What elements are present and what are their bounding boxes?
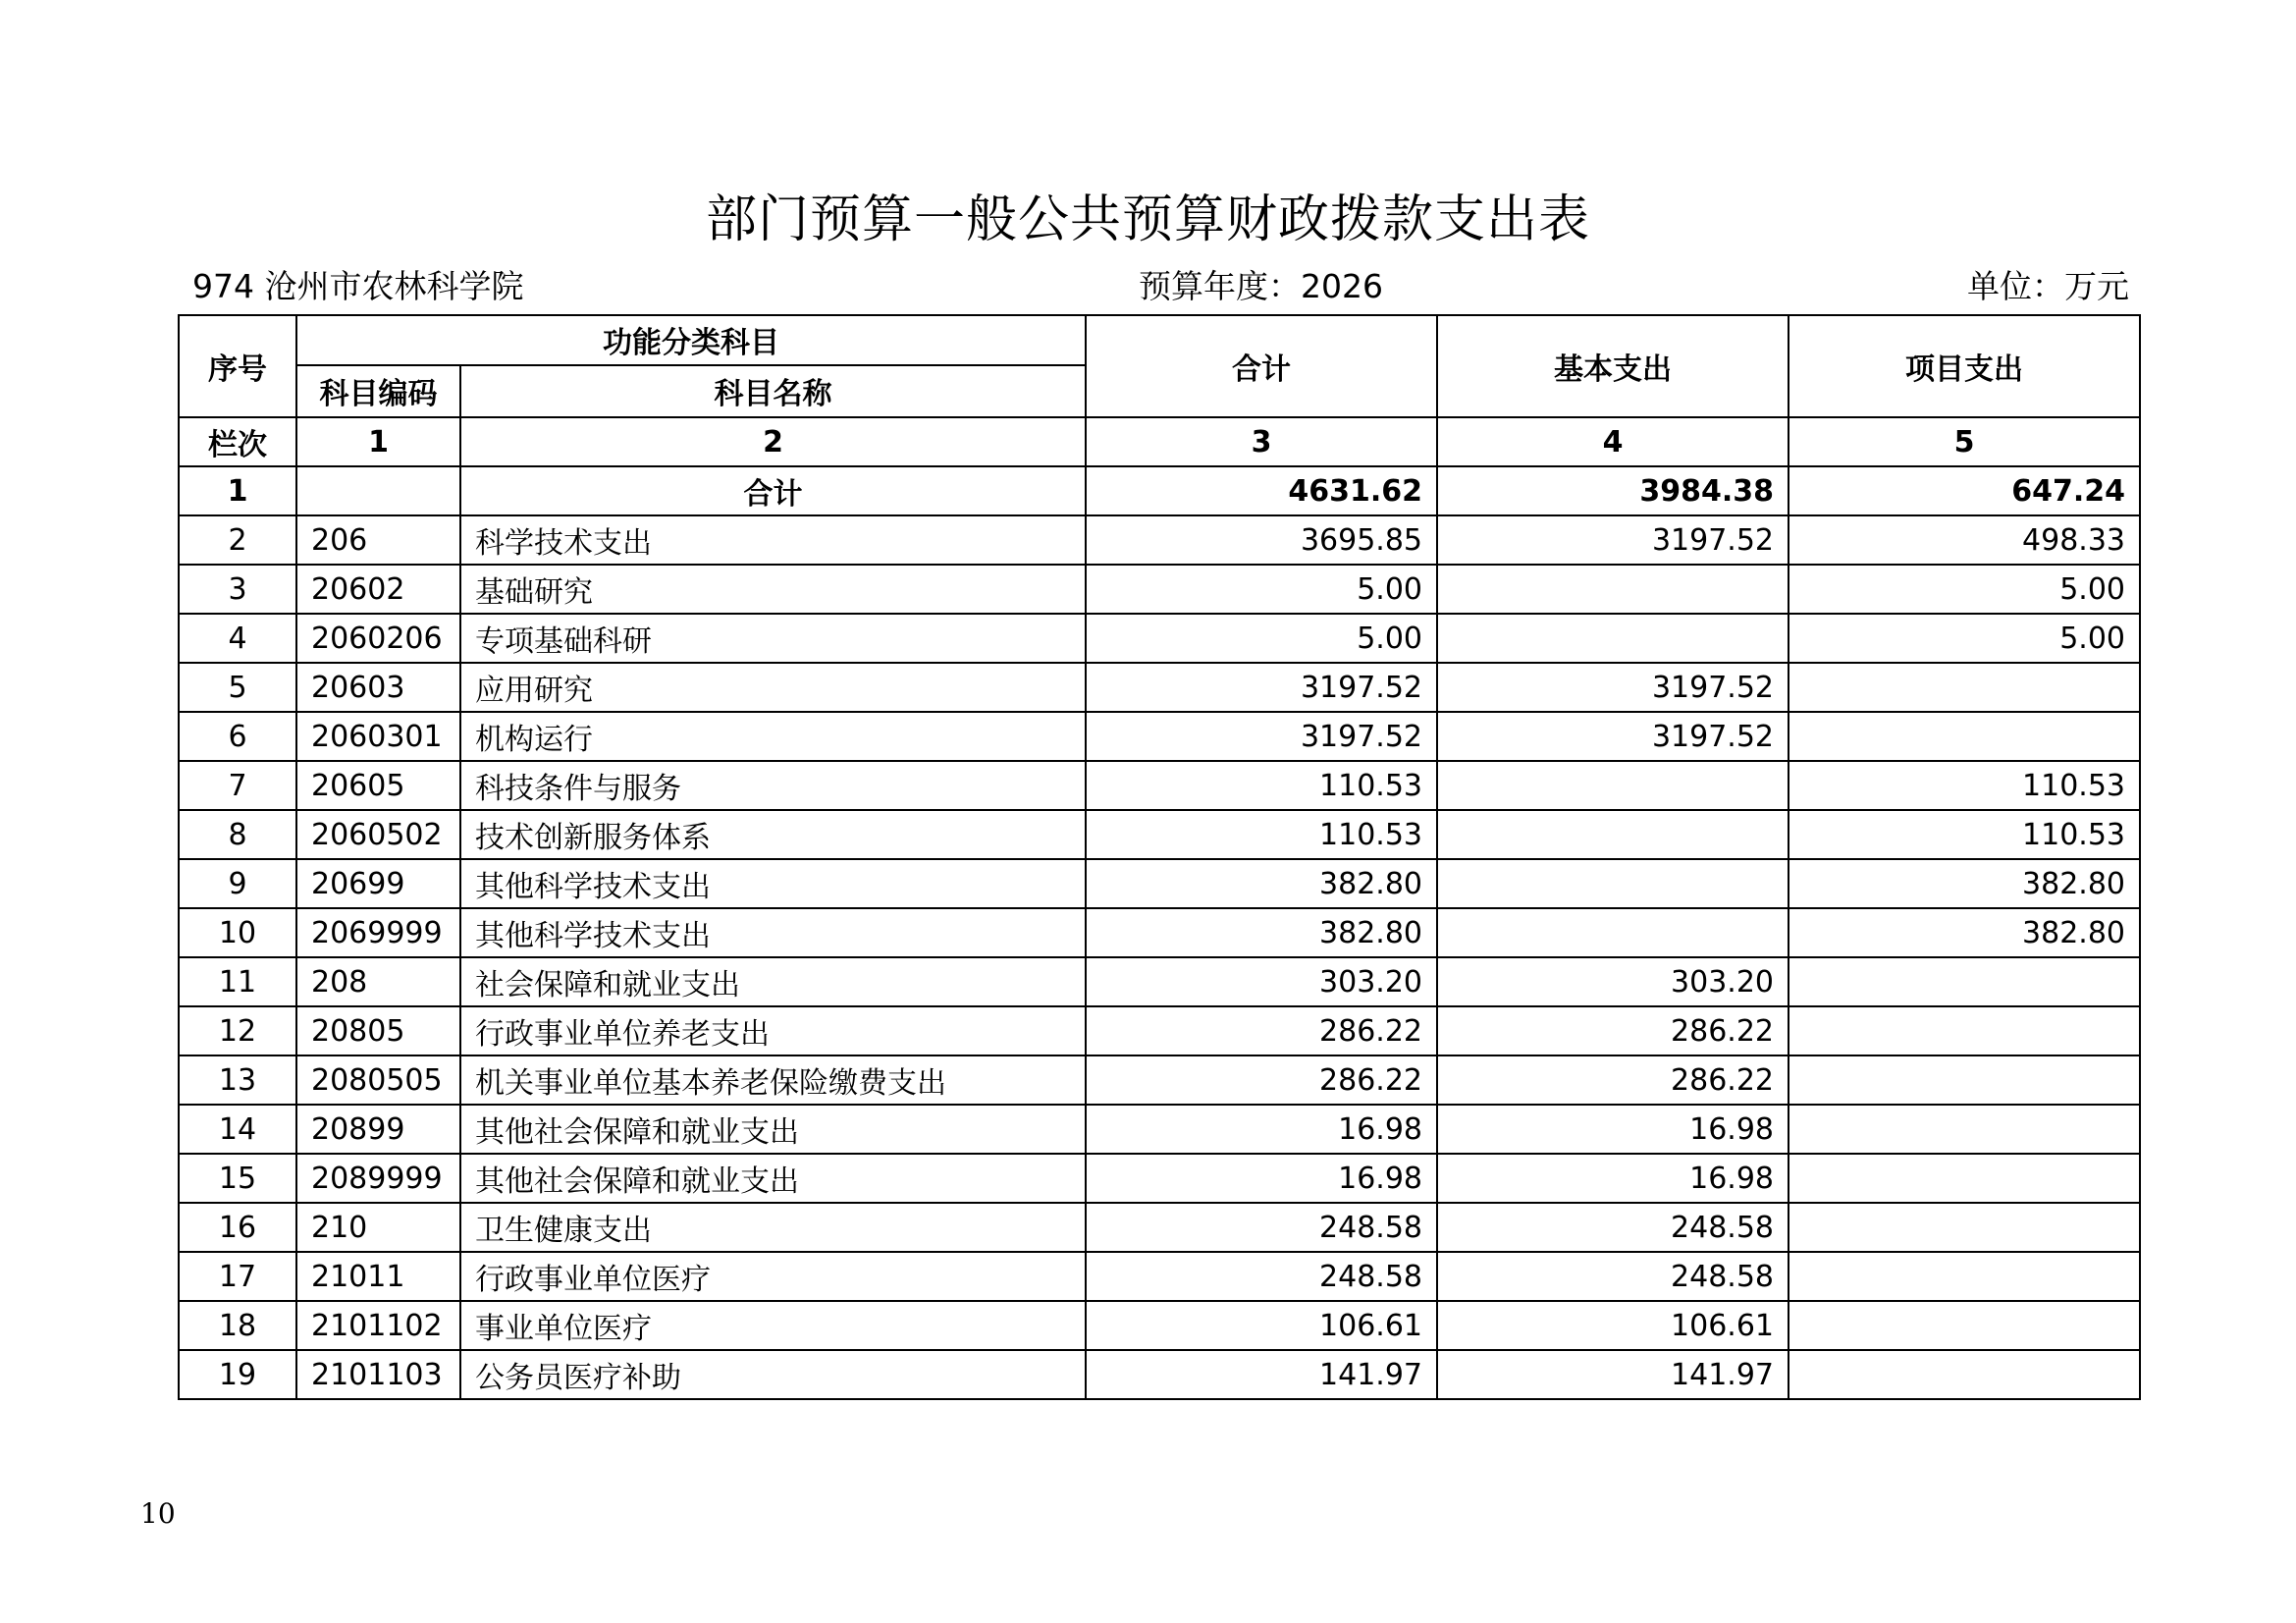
- cell-name: 其他科学技术支出: [460, 859, 1086, 908]
- header-name: 科目名称: [460, 365, 1086, 417]
- cell-code: 21011: [296, 1252, 460, 1301]
- cell-seq: 3: [179, 565, 296, 614]
- cell-code: 2060301: [296, 712, 460, 761]
- cell-project: 110.53: [1789, 810, 2140, 859]
- cell-name: 公务员医疗补助: [460, 1350, 1086, 1399]
- budget-table: [178, 314, 2141, 1400]
- cell-code: 208: [296, 957, 460, 1006]
- cell-total: 110.53: [1086, 761, 1437, 810]
- cell-seq: 2: [179, 515, 296, 565]
- cell-basic: 286.22: [1437, 1006, 1789, 1055]
- cell-total: 16.98: [1086, 1105, 1437, 1154]
- table-row: [179, 1154, 2140, 1203]
- unit-label: 单位：万元: [1967, 267, 2129, 305]
- cell-code: 20699: [296, 859, 460, 908]
- page-title: 部门预算一般公共预算财政拨款支出表: [705, 190, 1590, 249]
- cell-code: 206: [296, 515, 460, 565]
- table-row: [179, 712, 2140, 761]
- cell-name: 其他社会保障和就业支出: [460, 1105, 1086, 1154]
- cell-project: [1789, 1203, 2140, 1252]
- cell-basic: 286.22: [1437, 1055, 1789, 1105]
- table-row: [179, 810, 2140, 859]
- cell-total: 16.98: [1086, 1154, 1437, 1203]
- table-row: [179, 565, 2140, 614]
- cell-total: 5.00: [1086, 565, 1437, 614]
- cell-seq: 5: [179, 663, 296, 712]
- cell-project: 382.80: [1789, 908, 2140, 957]
- cell-basic: 248.58: [1437, 1203, 1789, 1252]
- cell-basic: 303.20: [1437, 957, 1789, 1006]
- cell-basic: 3197.52: [1437, 712, 1789, 761]
- cell-seq: 1: [179, 466, 296, 515]
- header-seq: 序号: [179, 315, 296, 417]
- cell-seq: 12: [179, 1006, 296, 1055]
- cell-code: 2101103: [296, 1350, 460, 1399]
- organization-label: 974 沧州市农林科学院: [192, 267, 524, 305]
- header-total: 合计: [1086, 315, 1437, 417]
- cell-code: 2080505: [296, 1055, 460, 1105]
- table-row: [179, 1055, 2140, 1105]
- cell-basic: [1437, 565, 1789, 614]
- cell-total: 5.00: [1086, 614, 1437, 663]
- budget-year-label: 预算年度：2026: [1139, 267, 1383, 305]
- cell-seq: 16: [179, 1203, 296, 1252]
- cell-code: 20605: [296, 761, 460, 810]
- header-code: 科目编码: [296, 365, 460, 417]
- table-row: [179, 957, 2140, 1006]
- header-func-group: 功能分类科目: [296, 315, 1086, 365]
- table-row-total: [179, 466, 2140, 515]
- cell-basic: 16.98: [1437, 1105, 1789, 1154]
- cell-code: 2089999: [296, 1154, 460, 1203]
- cell-seq: 14: [179, 1105, 296, 1154]
- cell-basic: [1437, 614, 1789, 663]
- cell-project: 5.00: [1789, 565, 2140, 614]
- cell-total: 3197.52: [1086, 712, 1437, 761]
- cell-basic: [1437, 908, 1789, 957]
- cell-total: 303.20: [1086, 957, 1437, 1006]
- cell-name: 技术创新服务体系: [460, 810, 1086, 859]
- cell-name: 社会保障和就业支出: [460, 957, 1086, 1006]
- header-row: [179, 315, 2140, 365]
- cell-seq: 18: [179, 1301, 296, 1350]
- colnum-2: 2: [460, 417, 1086, 466]
- cell-basic: 248.58: [1437, 1252, 1789, 1301]
- cell-total: 286.22: [1086, 1006, 1437, 1055]
- cell-basic: [1437, 761, 1789, 810]
- table-row: [179, 614, 2140, 663]
- cell-total: 4631.62: [1086, 466, 1437, 515]
- cell-basic: 16.98: [1437, 1154, 1789, 1203]
- cell-project: [1789, 1301, 2140, 1350]
- cell-total: 248.58: [1086, 1252, 1437, 1301]
- page-number: 10: [140, 1497, 176, 1530]
- cell-code: 2060502: [296, 810, 460, 859]
- cell-project: [1789, 1350, 2140, 1399]
- table-row: [179, 1350, 2140, 1399]
- cell-project: 647.24: [1789, 466, 2140, 515]
- colnum-3: 3: [1086, 417, 1437, 466]
- cell-project: [1789, 1055, 2140, 1105]
- cell-name: 其他社会保障和就业支出: [460, 1154, 1086, 1203]
- cell-name: 行政事业单位医疗: [460, 1252, 1086, 1301]
- cell-project: [1789, 1006, 2140, 1055]
- cell-name: 卫生健康支出: [460, 1203, 1086, 1252]
- cell-name: 科技条件与服务: [460, 761, 1086, 810]
- cell-project: [1789, 957, 2140, 1006]
- cell-seq: 15: [179, 1154, 296, 1203]
- cell-name: 机关事业单位基本养老保险缴费支出: [460, 1055, 1086, 1105]
- cell-project: 110.53: [1789, 761, 2140, 810]
- colnum-label: 栏次: [179, 417, 296, 466]
- table-row: [179, 1203, 2140, 1252]
- cell-code: 2101102: [296, 1301, 460, 1350]
- header-project: 项目支出: [1789, 315, 2140, 417]
- cell-seq: 17: [179, 1252, 296, 1301]
- table-row: [179, 908, 2140, 957]
- cell-code: [296, 466, 460, 515]
- colnum-1: 1: [296, 417, 460, 466]
- cell-project: [1789, 1105, 2140, 1154]
- cell-code: 210: [296, 1203, 460, 1252]
- cell-project: [1789, 1252, 2140, 1301]
- cell-basic: 3984.38: [1437, 466, 1789, 515]
- table-row: [179, 1006, 2140, 1055]
- cell-total: 110.53: [1086, 810, 1437, 859]
- table-row: [179, 515, 2140, 565]
- cell-name: 机构运行: [460, 712, 1086, 761]
- cell-total: 106.61: [1086, 1301, 1437, 1350]
- table-row: [179, 663, 2140, 712]
- cell-name: 专项基础科研: [460, 614, 1086, 663]
- cell-project: 382.80: [1789, 859, 2140, 908]
- cell-code: 2069999: [296, 908, 460, 957]
- cell-total: 3197.52: [1086, 663, 1437, 712]
- table-row: [179, 1105, 2140, 1154]
- cell-seq: 4: [179, 614, 296, 663]
- cell-name: 应用研究: [460, 663, 1086, 712]
- cell-seq: 9: [179, 859, 296, 908]
- cell-code: 20603: [296, 663, 460, 712]
- cell-name: 基础研究: [460, 565, 1086, 614]
- cell-name: 事业单位医疗: [460, 1301, 1086, 1350]
- cell-code: 20602: [296, 565, 460, 614]
- table-row: [179, 1252, 2140, 1301]
- colnum-4: 4: [1437, 417, 1789, 466]
- cell-seq: 11: [179, 957, 296, 1006]
- table-row: [179, 859, 2140, 908]
- table-row: [179, 1301, 2140, 1350]
- cell-code: 20899: [296, 1105, 460, 1154]
- cell-basic: 3197.52: [1437, 515, 1789, 565]
- cell-name: 行政事业单位养老支出: [460, 1006, 1086, 1055]
- cell-seq: 13: [179, 1055, 296, 1105]
- cell-seq: 7: [179, 761, 296, 810]
- cell-seq: 8: [179, 810, 296, 859]
- column-number-row: [179, 417, 2140, 466]
- header-basic: 基本支出: [1437, 315, 1789, 417]
- cell-total: 248.58: [1086, 1203, 1437, 1252]
- cell-basic: 106.61: [1437, 1301, 1789, 1350]
- cell-code: 20805: [296, 1006, 460, 1055]
- cell-code: 2060206: [296, 614, 460, 663]
- cell-basic: 3197.52: [1437, 663, 1789, 712]
- cell-total: 382.80: [1086, 908, 1437, 957]
- cell-basic: 141.97: [1437, 1350, 1789, 1399]
- cell-seq: 6: [179, 712, 296, 761]
- cell-seq: 10: [179, 908, 296, 957]
- cell-name: 合计: [460, 466, 1086, 515]
- cell-project: 5.00: [1789, 614, 2140, 663]
- cell-name: 其他科学技术支出: [460, 908, 1086, 957]
- cell-total: 286.22: [1086, 1055, 1437, 1105]
- cell-total: 3695.85: [1086, 515, 1437, 565]
- cell-project: [1789, 663, 2140, 712]
- cell-total: 141.97: [1086, 1350, 1437, 1399]
- cell-project: 498.33: [1789, 515, 2140, 565]
- cell-name: 科学技术支出: [460, 515, 1086, 565]
- cell-project: [1789, 712, 2140, 761]
- colnum-5: 5: [1789, 417, 2140, 466]
- table-row: [179, 761, 2140, 810]
- cell-basic: [1437, 810, 1789, 859]
- cell-project: [1789, 1154, 2140, 1203]
- cell-seq: 19: [179, 1350, 296, 1399]
- cell-basic: [1437, 859, 1789, 908]
- cell-total: 382.80: [1086, 859, 1437, 908]
